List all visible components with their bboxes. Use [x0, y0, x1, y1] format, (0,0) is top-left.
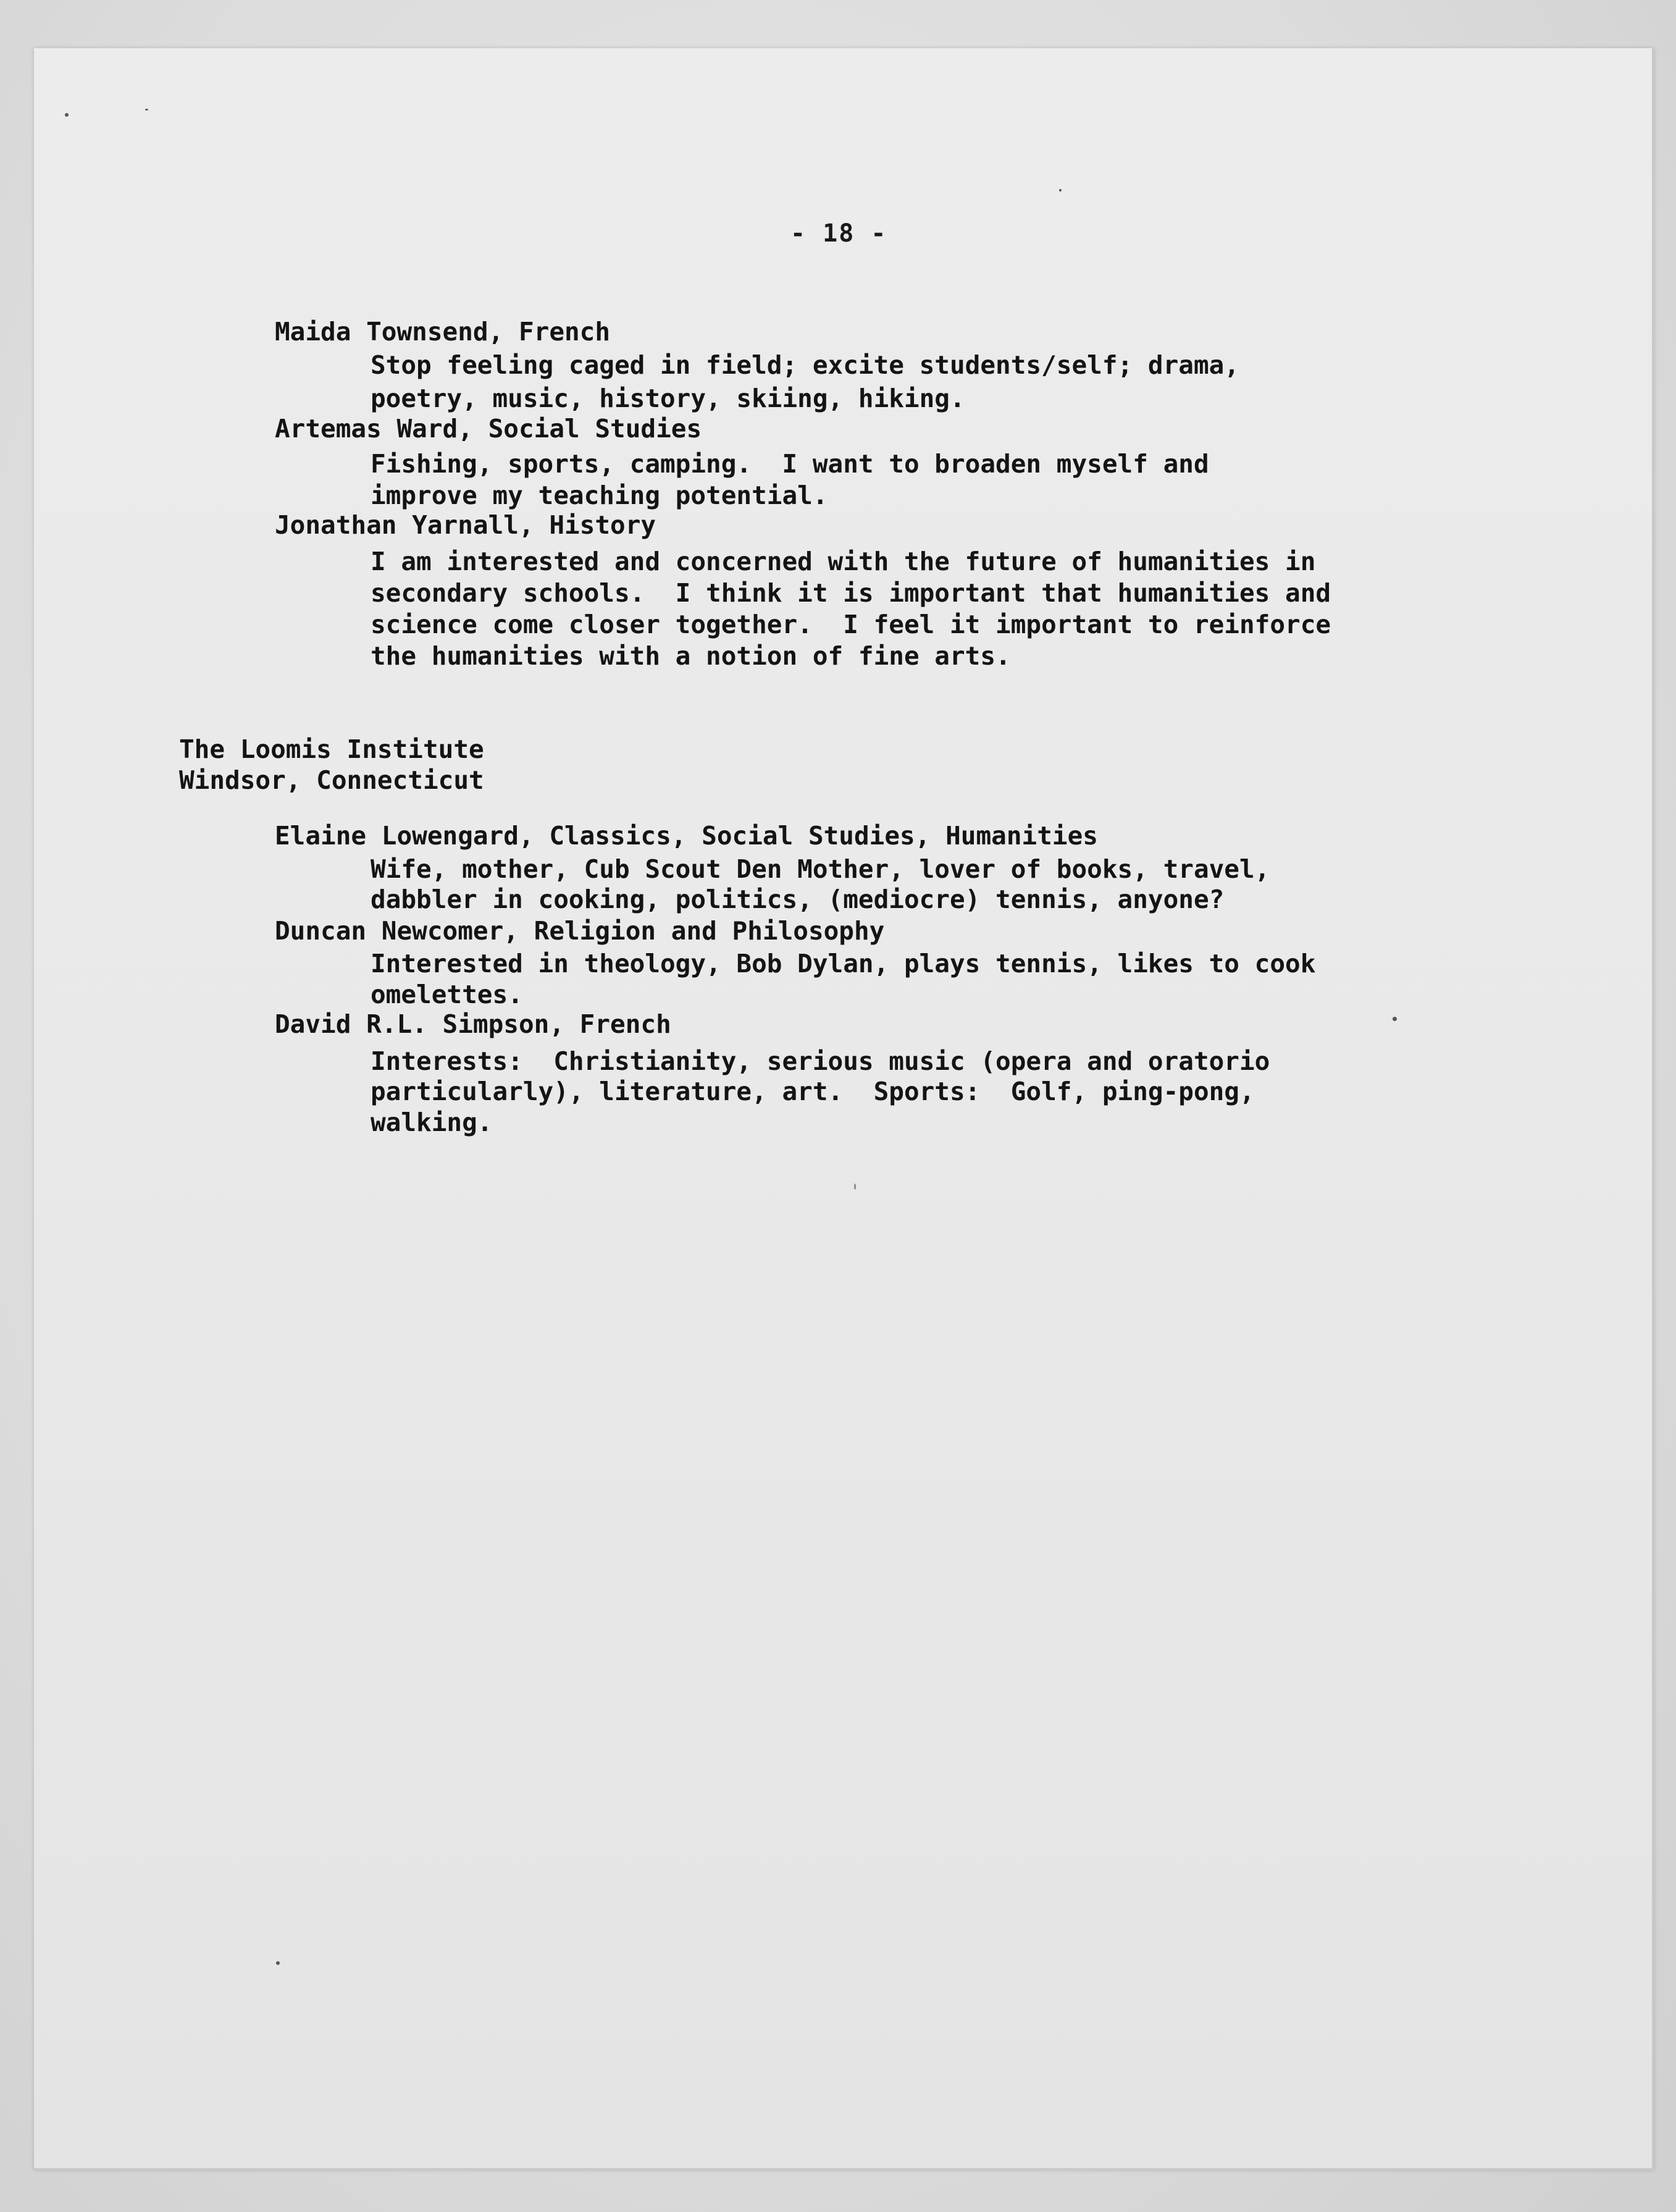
entry-description: Interests: Christianity, serious music (opera and oratorio: [371, 1046, 1270, 1076]
dust-speck: [276, 1961, 280, 1965]
entry-description: Interested in theology, Bob Dylan, plays tennis, likes to cook: [371, 949, 1316, 978]
dust-speck: [65, 113, 69, 117]
entry-name: Duncan Newcomer, Religion and Philosophy: [275, 916, 885, 946]
dust-speck: [854, 1184, 856, 1190]
entry-description: Stop feeling caged in field; excite students/self; drama,: [371, 350, 1239, 380]
entry-name: Maida Townsend, French: [275, 317, 611, 347]
dust-speck: [1393, 1017, 1397, 1021]
dust-speck: [145, 109, 148, 111]
entry-description: the humanities with a notion of fine arts.: [371, 641, 1011, 671]
entry-description: dabbler in cooking, politics, (mediocre) tennis, anyone?: [371, 885, 1225, 914]
entry-description: science come closer together. I feel it important to reinforce: [371, 610, 1331, 639]
entry-description: walking.: [371, 1108, 493, 1137]
entry-description: particularly), literature, art. Sports: Golf, ping-pong,: [371, 1077, 1255, 1106]
entry-description: Fishing, sports, camping. I want to broaden myself and: [371, 449, 1209, 479]
page-number: - 18 -: [790, 219, 887, 248]
entry-description: omelettes.: [371, 980, 523, 1009]
entry-description: improve my teaching potential.: [371, 481, 828, 510]
school-name: The Loomis Institute: [179, 734, 484, 764]
entry-name: Jonathan Yarnall, History: [275, 510, 656, 540]
entry-description: poetry, music, history, skiing, hiking.: [371, 384, 965, 413]
school-location: Windsor, Connecticut: [179, 765, 484, 795]
dust-speck: [1059, 189, 1062, 191]
entry-name: Elaine Lowengard, Classics, Social Studies, Humanities: [275, 821, 1098, 851]
entry-description: secondary schools. I think it is important that humanities and: [371, 578, 1331, 608]
entry-name: David R.L. Simpson, French: [275, 1009, 671, 1039]
entry-description: I am interested and concerned with the future of humanities in: [371, 547, 1316, 576]
entry-description: Wife, mother, Cub Scout Den Mother, lover of books, travel,: [371, 854, 1270, 884]
entry-name: Artemas Ward, Social Studies: [275, 414, 702, 444]
